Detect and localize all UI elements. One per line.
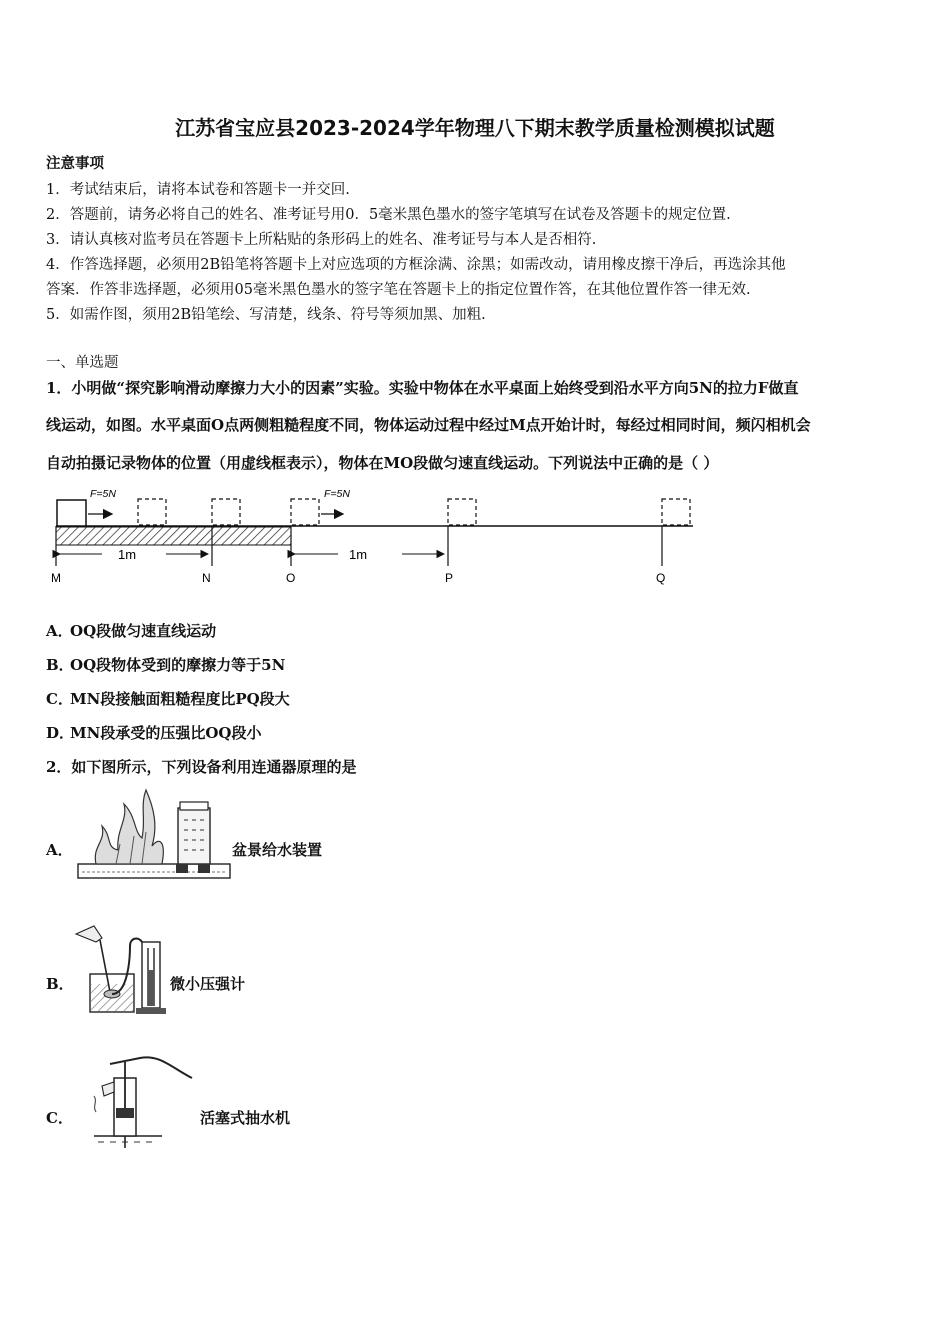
force-label: F=5N: [324, 488, 350, 500]
option-text: MN段承受的压强比OQ段小: [70, 724, 262, 742]
option-a[interactable]: [46, 620, 216, 641]
question-2-stem: 2．如下图所示，下列设备利用连通器原理的是: [46, 758, 357, 776]
option-c[interactable]: [46, 688, 290, 709]
plant-watering-device-image: [76, 786, 236, 886]
q2-option-a-letter[interactable]: A．: [46, 841, 73, 859]
q2-option-c-caption: 活塞式抽水机: [200, 1109, 291, 1127]
notice-item: 4．作答选择题，必须用2B铅笔将答题卡上对应选项的方框涂满、涂黑；如需改动，请用橡皮擦干净后，再选涂其他: [46, 257, 786, 273]
q2-option-a-caption: 盆景给水装置: [232, 841, 323, 859]
point-label-O: O: [286, 571, 296, 585]
distance-label: 1m: [349, 547, 368, 562]
option-text: MN段接触面粗糙程度比PQ段大: [70, 690, 290, 708]
option-letter: C．: [46, 690, 73, 708]
question-1-stem: 线运动，如图。水平桌面O点两侧粗糙程度不同，物体运动过程中经过M点开始计时，每经过相同时间，频闪相机会: [46, 416, 811, 434]
option-b[interactable]: [46, 654, 285, 675]
rough-surface-hatch: [56, 527, 291, 545]
dashed-position-box: [138, 499, 166, 525]
dashed-position-box: [291, 499, 319, 525]
notice-heading: 注意事项: [46, 155, 104, 172]
notice-item: 答案．作答非选择题，必须用05毫米黑色墨水的签字笔在答题卡上的指定位置作答，在其他位置作答一律无效.: [46, 282, 751, 298]
distance-label: 1m: [118, 547, 137, 562]
point-label-P: P: [445, 571, 454, 585]
friction-motion-diagram: [40, 480, 710, 590]
option-d[interactable]: [46, 722, 261, 743]
notice-item: 3．请认真核对监考员在答题卡上所粘贴的条形码上的姓名、准考证号与本人是否相符.: [46, 232, 597, 248]
section-heading: 一、单选题: [46, 355, 119, 371]
option-letter: D．: [46, 724, 75, 742]
question-1-stem: 1．小明做“探究影响滑动摩擦力大小的因素”实验。实验中物体在水平桌面上始终受到沿水平方向5N的拉力F做直: [46, 379, 799, 397]
page-title: 江苏省宝应县2023-2024学年物理八下期末教学质量检测模拟试题: [175, 116, 775, 140]
dashed-position-box: [212, 499, 240, 525]
notice-item: 5．如需作图，须用2B铅笔绘、写清楚，线条、符号等须加黑、加粗.: [46, 307, 486, 323]
pressure-gauge-image: [72, 918, 172, 1020]
option-letter: B．: [46, 656, 74, 674]
q2-option-b-caption: 微小压强计: [170, 975, 246, 993]
dashed-position-box: [448, 499, 476, 525]
q2-option-c-letter[interactable]: C．: [46, 1109, 73, 1127]
block: [57, 500, 86, 526]
force-label: F=5N: [90, 488, 116, 500]
option-letter: A．: [46, 622, 73, 640]
option-text: OQ段物体受到的摩擦力等于5N: [70, 656, 286, 674]
option-text: OQ段做匀速直线运动: [70, 622, 217, 640]
question-1-stem: 自动拍摄记录物体的位置（用虚线框表示），物体在MO段做匀速直线运动。下列说法中正确的是（ ）: [46, 454, 719, 472]
piston-water-pump-image: [80, 1052, 200, 1150]
point-label-Q: Q: [656, 571, 666, 585]
notice-item: 1．考试结束后，请将本试卷和答题卡一并交回.: [46, 182, 350, 198]
q2-option-b-letter[interactable]: B．: [46, 975, 74, 993]
dashed-position-box: [662, 499, 690, 525]
notice-item: 2．答题前，请务必将自己的姓名、准考证号用0．5毫米黑色墨水的签字笔填写在试卷及答题卡的规定位置.: [46, 207, 731, 223]
point-label-N: N: [202, 571, 211, 585]
point-label-M: M: [51, 571, 61, 585]
